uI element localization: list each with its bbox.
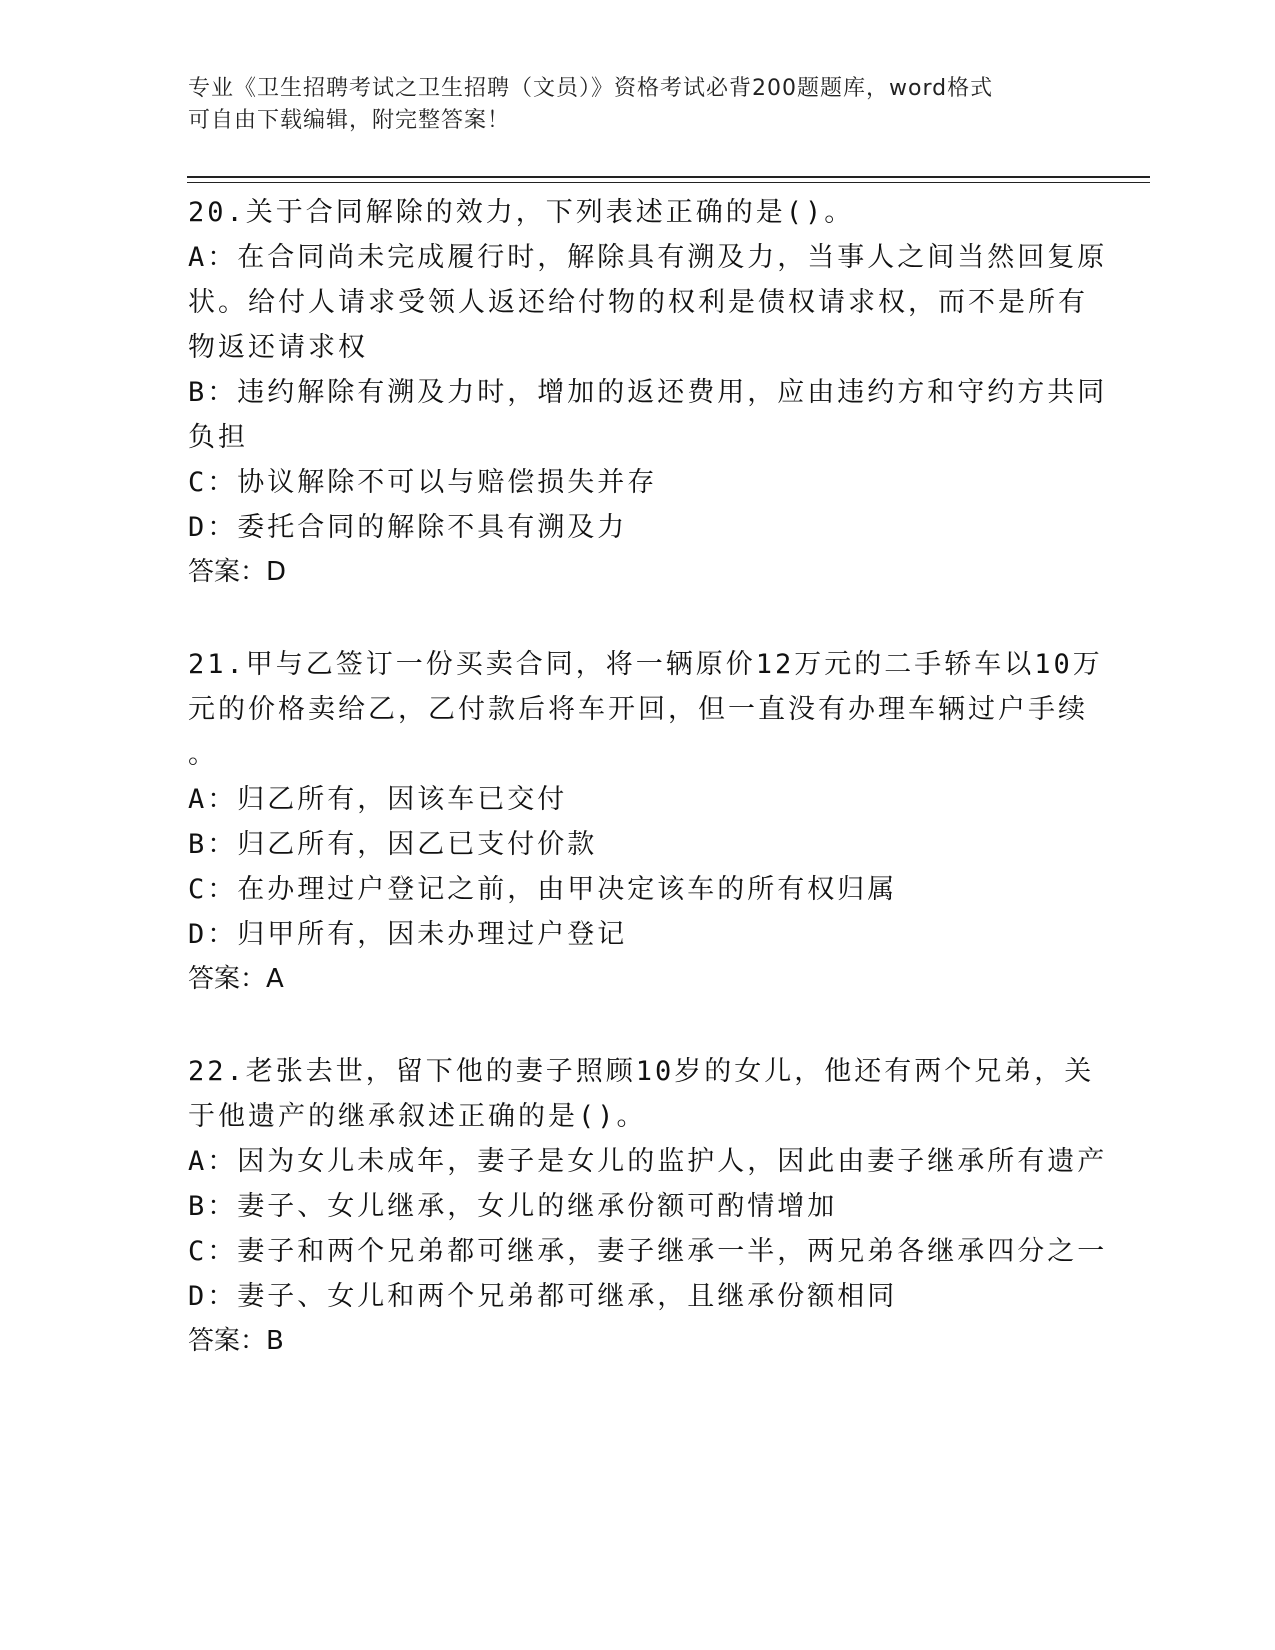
header-divider-thin <box>187 182 1150 183</box>
question-list <box>188 190 1108 1411</box>
answer-line: 答案：A <box>188 964 284 994</box>
option-line: D：委托合同的解除不具有溯及力 <box>188 512 628 543</box>
header-line-1: 专业《卫生招聘考试之卫生招聘（文员）》资格考试必背200题题库，word格式 <box>188 76 994 101</box>
option-line: 负担 <box>188 422 248 453</box>
option-line: D：归甲所有，因未办理过户登记 <box>188 919 628 950</box>
question-stem-line: 20.关于合同解除的效力，下列表述正确的是()。 <box>188 197 855 228</box>
option-line: C：协议解除不可以与赔偿损失并存 <box>188 467 658 498</box>
answer-line: 答案：B <box>188 1326 284 1356</box>
header-divider-thick <box>187 176 1150 178</box>
question-stem-line: 22.老张去世，留下他的妻子照顾10岁的女儿，他还有两个兄弟，关 <box>188 1056 1095 1087</box>
option-line: A：因为女儿未成年，妻子是女儿的监护人，因此由妻子继承所有遗产 <box>188 1146 1108 1177</box>
question-stem-line: 21.甲与乙签订一份买卖合同，将一辆原价12万元的二手轿车以10万 <box>188 649 1103 680</box>
question-stem-line: 元的价格卖给乙，乙付款后将车开回，但一直没有办理车辆过户手续 <box>188 694 1088 725</box>
question-block <box>188 642 1103 1002</box>
option-line: 物返还请求权 <box>188 332 368 363</box>
option-line: B：妻子、女儿继承，女儿的继承份额可酌情增加 <box>188 1191 838 1222</box>
option-line: B：违约解除有溯及力时，增加的返还费用，应由违约方和守约方共同 <box>188 377 1108 408</box>
option-line: C：在办理过户登记之前，由甲决定该车的所有权归属 <box>188 874 898 905</box>
document-header <box>188 73 1068 137</box>
question-block <box>188 190 1108 595</box>
question-stem-line: 于他遗产的继承叙述正确的是()。 <box>188 1101 647 1132</box>
option-line: A：归乙所有，因该车已交付 <box>188 784 568 815</box>
header-line-2: 可自由下载编辑，附完整答案！ <box>188 108 511 133</box>
question-stem-line: 。 <box>188 739 218 770</box>
option-line: B：归乙所有，因乙已支付价款 <box>188 829 598 860</box>
option-line: C：妻子和两个兄弟都可继承，妻子继承一半，两兄弟各继承四分之一 <box>188 1236 1108 1267</box>
option-line: D：妻子、女儿和两个兄弟都可继承，且继承份额相同 <box>188 1281 898 1312</box>
answer-line: 答案：D <box>188 557 287 587</box>
question-block <box>188 1049 1108 1364</box>
option-line: A：在合同尚未完成履行时，解除具有溯及力，当事人之间当然回复原 <box>188 242 1108 273</box>
option-line: 状。给付人请求受领人返还给付物的权利是债权请求权，而不是所有 <box>188 287 1088 318</box>
